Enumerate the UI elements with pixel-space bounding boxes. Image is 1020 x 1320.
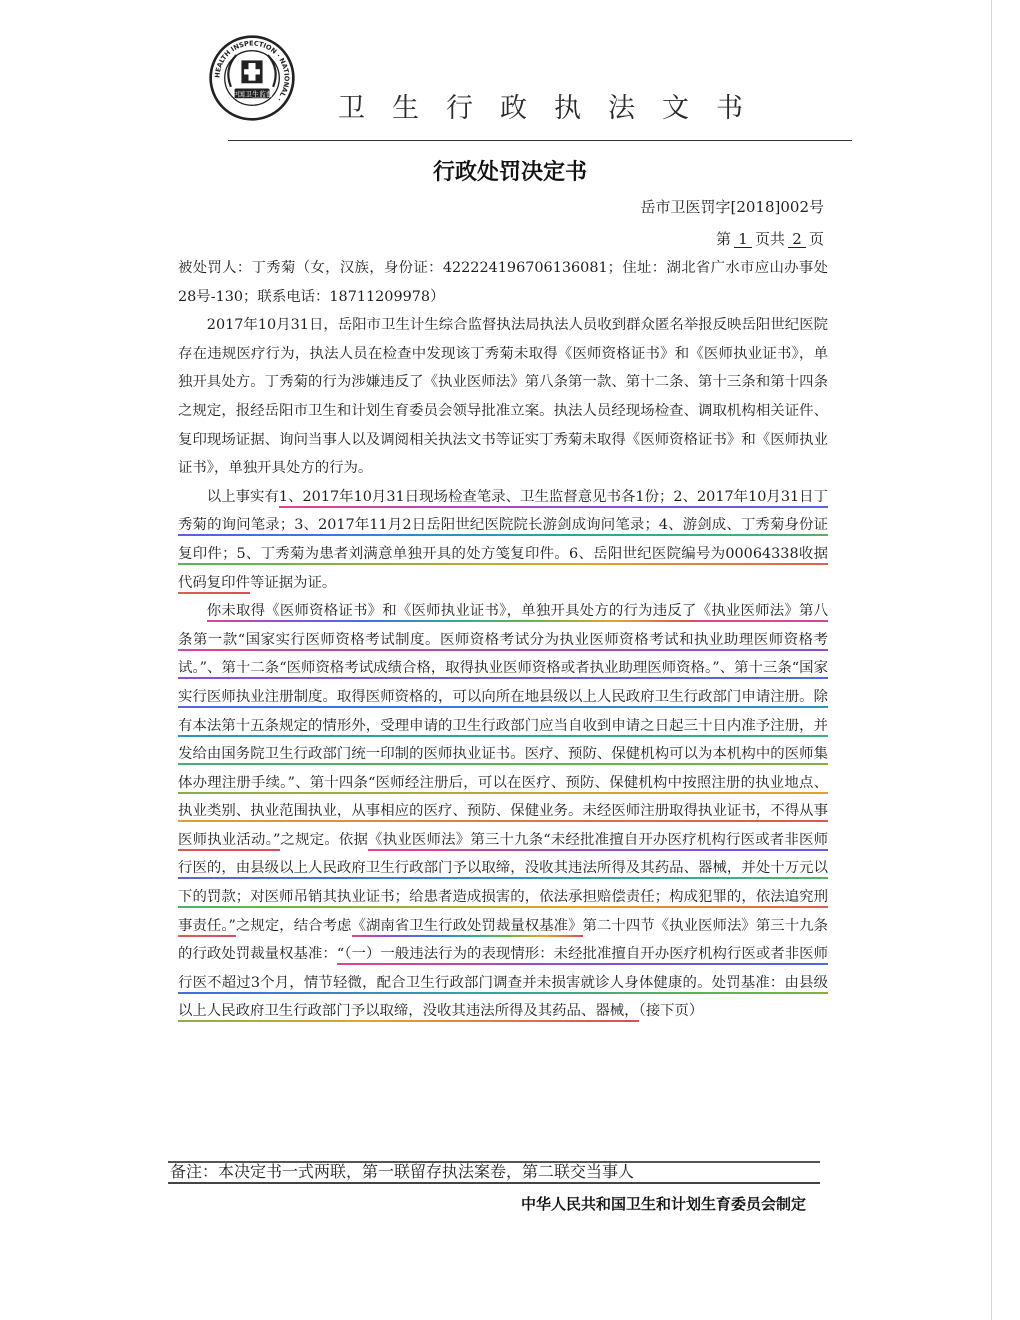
page-middle: 页共 [754,230,785,248]
document-header: 卫生行政执法文书 [338,93,770,124]
emblem-ring-text: HEALTH INSPECTION · NATIONAL · [213,39,291,103]
remarks-note: 备注：本决定书一式两联，第一联留存执法案卷，第二联交当事人 [170,1162,635,1181]
connector-1: 之规定。依据 [280,831,369,848]
penalized-party: 被处罚人：丁秀菊（女，汉族，身份证：422224196706136081；住址：湖北省广水市应山办事处28号-130；联系电话：18711209978） [178,260,828,305]
violated-articles: 《执业医师法》第八条第一款“国家实行医师资格考试制度。医师资格考试分为执业医师资格考试和执业助理医师资格考试。”、第十二条“医师资格考试成绩合格，取得执业医师资格或者执业助理医师资格。”、第十三条“国家实行医师执业注册制度。取得医师资格的，可以向所在地县级以上人民政府卫生行政部门申请注册。除有本法第十五条规定的情形外，受理申请的卫生行政部门应当自收到申请之日起三十日内准予注册，并发给由国务院卫生行政部门统一印制的医师执业证书。医疗、预防、保健机构可以为本机构中的医师集体办理注册手续。”、第十四条“医师经注册后，可以在医疗、预防、保健机构中按照注册的执业地点、执业类别、执业范围执业，从事相应的医疗、预防、保健业务。未经医师注册取得执业证书，不得从事医师执业活动。” [178,603,828,851]
document-body [178,254,828,1026]
legal-basis-paragraph [178,597,828,1026]
note-bottom-rule [168,1182,820,1184]
scan-page-edge [991,0,992,1320]
emblem-inner-text: 中国卫生监督 [230,89,274,99]
header-divider [228,140,852,141]
evidence-tail: 等证据为证。 [249,574,337,591]
continued-marker: （接下页） [638,1003,704,1020]
document-number: 岳市卫医罚字[2018]002号 [640,198,824,216]
document-title: 行政处罚决定书 [432,160,587,185]
issuer-line: 中华人民共和国卫生和计划生育委员会制定 [520,1195,806,1213]
page-total: 2 [788,231,806,248]
discretion-standard: 《湖南省卫生行政处罚裁量权基准》 [352,918,583,937]
page-suffix: 页 [808,230,824,248]
page-current: 1 [734,231,752,248]
evidence-list: 1、2017年10月31日现场检查笔录、卫生监督意见书各1份；2、2017年10月31日丁秀菊的询问笔录；3、2017年11月2日岳阳世纪医院院长游剑成询问笔录；4、游剑成、丁秀菊身份证复印件；5、丁秀菊为患者刘满意单独开具的处方笺复印件。6、岳阳世纪医院编号为00064338收据代码复印件 [178,489,828,594]
evidence-lead: 以上事实有 [206,488,279,505]
discretion-detail: “（一）一般违法行为的表现情形：未经批准擅自开办医疗机构行医或者非医师行医不超过3个月，情节轻微，配合卫生行政部门调查并未损害就诊人身体健康的。处罚基准：由县级以上人民政府卫生行政部门予以取缔，没收其违法所得及其药品、器械， [178,946,828,1022]
page-count [716,228,824,249]
evidence-paragraph [178,483,828,597]
health-inspection-emblem [208,34,296,122]
penalty-article: 《执业医师法》第三十九条“未经批准擅自开办医疗机构行医或者非医师行医的，由县级以上人民政府卫生行政部门予以取缔，没收其违法所得及其药品、器械，并处十万元以下的罚款；对医师吊销其执业证书；给患者造成损害的，依法承担赔偿责任；构成犯罪的，依法追究刑事责任。” [178,832,828,937]
discretion-section: 第二十四节《执业医师法》第三十九条的行政处罚裁量权基准： [178,917,828,963]
violation-statement: 你未取得《医师资格证书》和《医师执业证书》，单独开具处方的行为违反了 [207,603,697,622]
connector-2: 之规定，结合考虑 [235,917,352,934]
page-prefix: 第 [715,230,731,248]
facts-paragraph: 2017年10月31日，岳阳市卫生计生综合监督执法局执法人员收到群众匿名举报反映岳阳世纪医院存在违规医疗行为，执法人员在检查中发现该丁秀菊未取得《医师资格证书》和《医师执业证书》，单独开具处方。丁秀菊的行为涉嫌违反了《执业医师法》第八条第一款、第十二条、第十三条和第十四条之规定，报经岳阳市卫生和计划生育委员会领导批准立案。执法人员经现场检查、调取机构相关证件、复印现场证据、询问当事人以及调阅相关执法文书等证实丁秀菊未取得《医师资格证书》和《医师执业证书》，单独开具处方的行为。 [178,317,828,477]
